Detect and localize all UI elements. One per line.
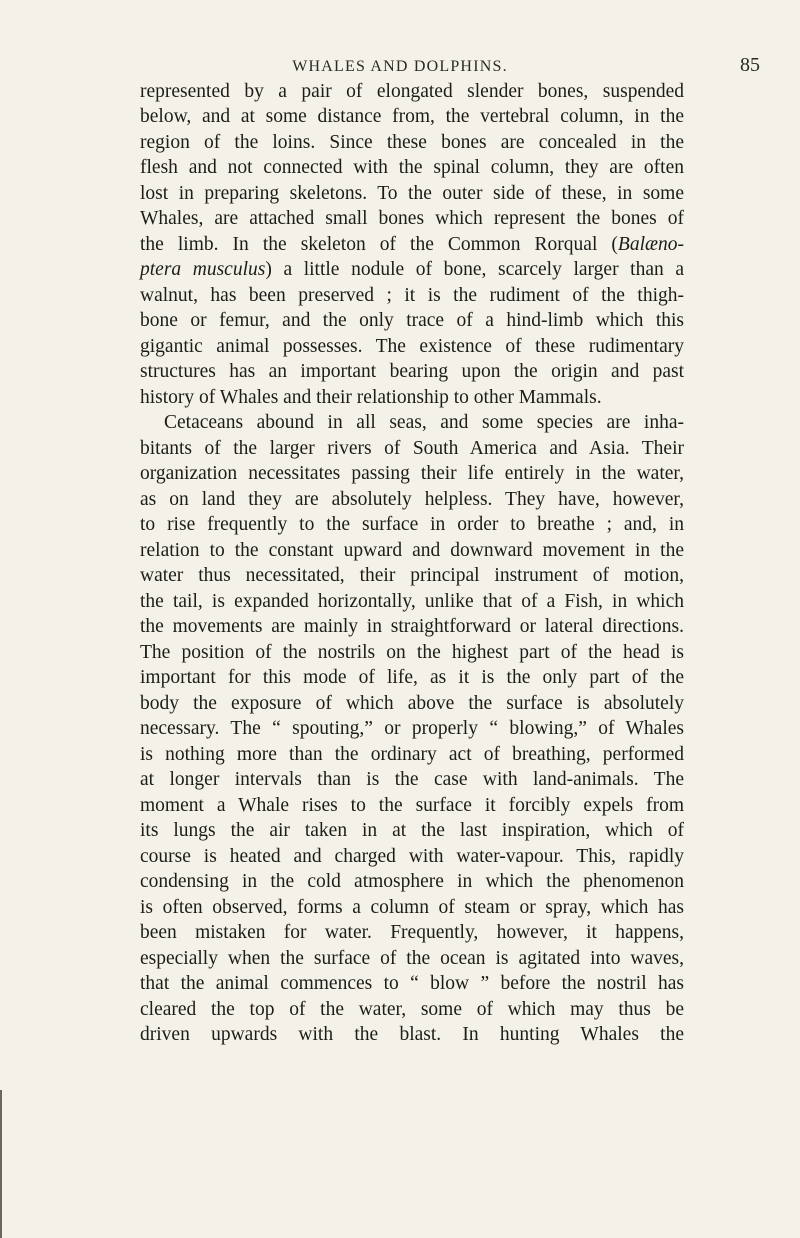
text-line-with-italic (140, 233, 684, 257)
text-line: represented by a pair of elongated slender bones, suspended (140, 81, 684, 102)
text-segment: the limb. In the skeleton of the Common Rorqual ( (140, 234, 618, 255)
text-line: the movements are mainly in straightforward or lateral directions. (140, 616, 684, 637)
running-title: WHALES AND DOLPHINS. (292, 58, 508, 75)
italic-species: ptera musculus (140, 259, 266, 280)
text-segment: ) a little nodule of bone, scarcely larger than a (265, 259, 685, 280)
text-line: bone or femur, and the only trace of a hind-limb which this (140, 310, 684, 331)
text-line: the tail, is expanded horizontally, unlike that of a Fish, in which (140, 591, 684, 612)
text-line: that the animal commences to “ blow ” before the nostril has (140, 973, 684, 994)
text-line: Whales, are attached small bones which represent the bones of (140, 208, 684, 229)
text-line: as on land they are absolutely helpless. They have, however, (140, 489, 684, 510)
italic-genus: Balæno- (617, 234, 684, 255)
text-line: The position of the nostrils on the highest part of the head is (140, 642, 684, 663)
text-line: moment a Whale rises to the surface it forcibly expels from (140, 795, 684, 816)
text-line: gigantic animal possesses. The existence of these rudimentary (140, 336, 684, 357)
text-line: its lungs the air taken in at the last inspiration, which of (140, 820, 684, 841)
text-line: is often observed, forms a column of steam or spray, which has (140, 897, 684, 918)
text-line: to rise frequently to the surface in order to breathe ; and, in (140, 514, 684, 535)
text-line: Cetaceans abound in all seas, and some species are inha- (164, 412, 684, 433)
text-line: is nothing more than the ordinary act of breathing, performed (140, 744, 684, 765)
text-line: condensing in the cold atmosphere in which the phenomenon (140, 871, 684, 892)
text-line: at longer intervals than is the case with land-animals. The (140, 769, 684, 790)
text-line: water thus necessitated, their principal instrument of motion, (140, 565, 684, 586)
text-line: organization necessitates passing their life entirely in the water, (140, 463, 684, 484)
text-line: flesh and not connected with the spinal column, they are often (140, 157, 684, 178)
text-line-with-italic (140, 258, 684, 282)
text-line: region of the loins. Since these bones are concealed in the (140, 132, 684, 153)
text-line: been mistaken for water. Frequently, however, it happens, (140, 922, 684, 943)
page-number: 85 (740, 54, 760, 76)
text-line: driven upwards with the blast. In hunting Whales the (140, 1024, 684, 1045)
text-line: necessary. The “ spouting,” or properly “ blowing,” of Whales (140, 718, 684, 739)
text-line: below, and at some distance from, the vertebral column, in the (140, 106, 684, 127)
text-line: course is heated and charged with water-vapour. This, rapidly (140, 846, 684, 867)
text-line: relation to the constant upward and downward movement in the (140, 540, 684, 561)
text-line: walnut, has been preserved ; it is the rudiment of the thigh- (140, 285, 684, 306)
text-line: cleared the top of the water, some of which may thus be (140, 999, 684, 1020)
text-line: history of Whales and their relationship to other Mammals. (140, 387, 602, 408)
text-line: lost in preparing skeletons. To the outer side of these, in some (140, 183, 684, 204)
page-edge-shadow (0, 1090, 2, 1238)
text-line: body the exposure of which above the surface is absolutely (140, 693, 684, 714)
text-line: bitants of the larger rivers of South America and Asia. Their (140, 438, 684, 459)
text-line: important for this mode of life, as it is the only part of the (140, 667, 684, 688)
text-line: structures has an important bearing upon the origin and past (140, 361, 684, 382)
text-line: especially when the surface of the ocean is agitated into waves, (140, 948, 684, 969)
